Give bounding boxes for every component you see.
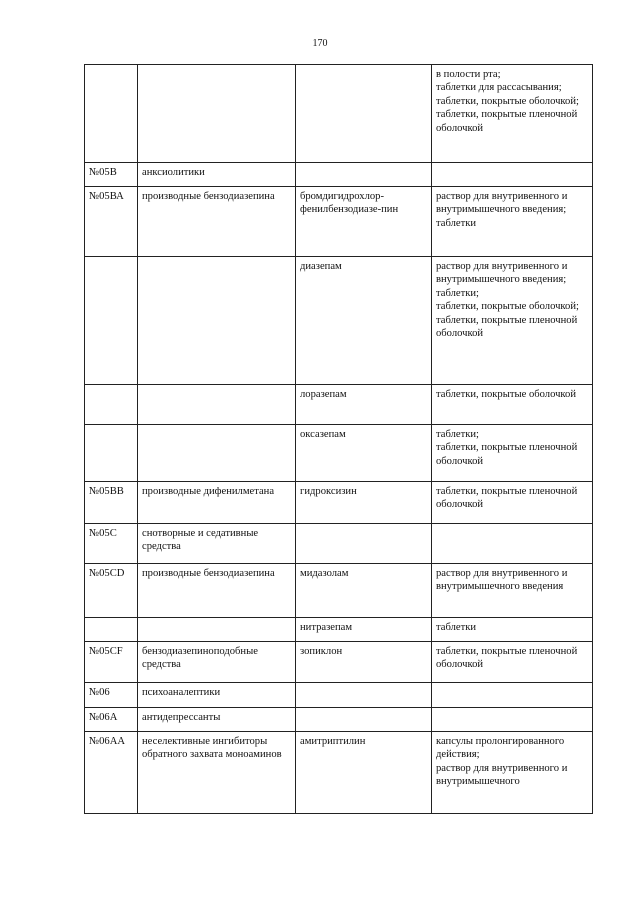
table-row [85,708,593,732]
atc-code-cell [85,618,138,642]
dosage-form-cell: таблетки, покрытые пленочной оболочкой [432,482,593,524]
dosage-form-cell: раствор для внутривенного и внутримышечного введения; таблетки; таблетки, покрытые оболочкой; таблетки, покрытые пленочной оболочкой [432,257,593,385]
dosage-form-cell: таблетки, покрытые пленочной оболочкой [432,642,593,683]
table-row [85,732,593,814]
atc-code-cell [85,425,138,482]
group-cell [138,385,296,425]
group-cell [138,65,296,163]
dosage-form-cell: таблетки, покрытые оболочкой [432,385,593,425]
dosage-form-cell [432,524,593,564]
table-row [85,683,593,708]
atc-code-cell: №05CD [85,564,138,618]
table-row [85,65,593,163]
substance-cell [296,65,432,163]
atc-code-cell: №05ВА [85,187,138,257]
group-cell: производные дифенилметана [138,482,296,524]
dosage-form-cell: в полости рта; таблетки для рассасывания; таблетки, покрытые оболочкой; таблетки, покрытые пленочной оболочкой [432,65,593,163]
group-cell: производные бензодиазепина [138,187,296,257]
atc-code-cell: №06АА [85,732,138,814]
atc-code-cell [85,385,138,425]
table-row [85,482,593,524]
atc-code-cell [85,257,138,385]
group-cell: снотворные и седативные средства [138,524,296,564]
group-cell: производные бензодиазепина [138,564,296,618]
dosage-form-cell: раствор для внутривенного и внутримышечного введения; таблетки [432,187,593,257]
table-row [85,425,593,482]
substance-cell: зопиклон [296,642,432,683]
atc-code-cell: №06А [85,708,138,732]
substance-cell: гидроксизин [296,482,432,524]
drug-list-table [84,64,593,814]
substance-cell: бромдигидрохлор-фенилбензодиазе-пин [296,187,432,257]
atc-code-cell: №05С [85,524,138,564]
table-row [85,524,593,564]
dosage-form-cell [432,683,593,708]
table-row [85,564,593,618]
substance-cell: оксазепам [296,425,432,482]
table-row [85,187,593,257]
dosage-form-cell: таблетки; таблетки, покрытые пленочной оболочкой [432,425,593,482]
table-row [85,257,593,385]
table-row [85,642,593,683]
atc-code-cell: №05ВВ [85,482,138,524]
group-cell [138,257,296,385]
atc-code-cell: №06 [85,683,138,708]
dosage-form-cell: таблетки [432,618,593,642]
dosage-form-cell: капсулы пролонгированного действия; раствор для внутривенного и внутримышечного [432,732,593,814]
dosage-form-cell: раствор для внутривенного и внутримышечного введения [432,564,593,618]
table-row [85,385,593,425]
substance-cell: лоразепам [296,385,432,425]
substance-cell: амитриптилин [296,732,432,814]
dosage-form-cell [432,163,593,187]
group-cell: антидепрессанты [138,708,296,732]
page-number: 170 [312,38,328,49]
atc-code-cell [85,65,138,163]
group-cell: неселективные ингибиторы обратного захвата моноаминов [138,732,296,814]
substance-cell: мидазолам [296,564,432,618]
dosage-form-cell [432,708,593,732]
table-row [85,618,593,642]
table-row [85,163,593,187]
substance-cell: диазепам [296,257,432,385]
substance-cell [296,163,432,187]
substance-cell: нитразепам [296,618,432,642]
substance-cell [296,708,432,732]
group-cell [138,425,296,482]
substance-cell [296,524,432,564]
group-cell: бензодиазепиноподобные средства [138,642,296,683]
group-cell: анксиолитики [138,163,296,187]
substance-cell [296,683,432,708]
group-cell [138,618,296,642]
group-cell: психоаналептики [138,683,296,708]
atc-code-cell: №05CF [85,642,138,683]
atc-code-cell: №05В [85,163,138,187]
